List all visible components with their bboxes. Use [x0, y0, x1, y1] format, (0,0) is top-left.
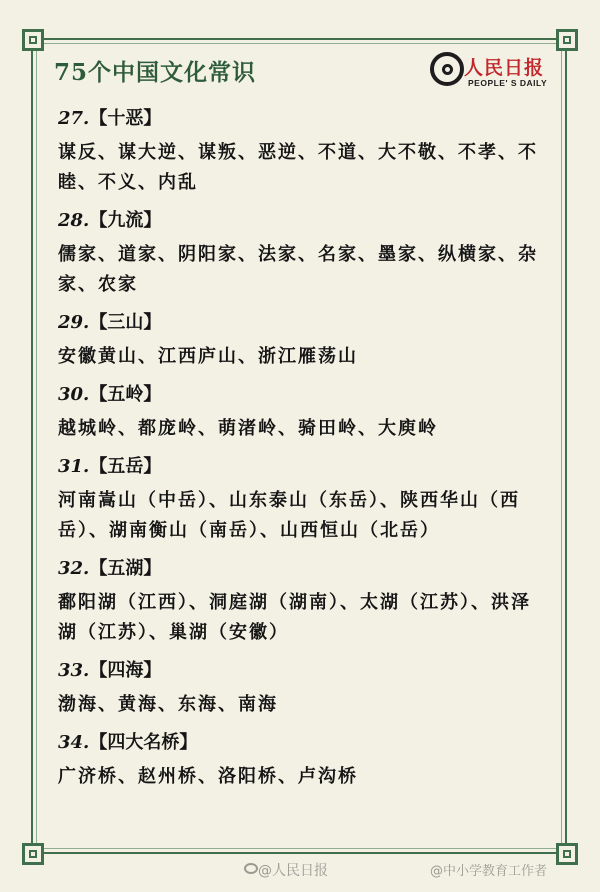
section-title: 【十恶】 — [89, 108, 162, 129]
section-text: 安徽黄山、江西庐山、浙江雁荡山 — [58, 346, 358, 367]
section-title: 【三山】 — [89, 312, 162, 333]
section-heading — [58, 554, 548, 584]
section-heading — [58, 728, 548, 758]
content-list — [58, 100, 548, 800]
section-text: 渤海、黄海、东海、南海 — [58, 694, 278, 715]
corner-ornament-bottom-left — [22, 843, 44, 865]
section-number: 30. — [58, 384, 90, 405]
section-text: 广济桥、赵州桥、洛阳桥、卢沟桥 — [58, 766, 358, 787]
corner-ornament-top-right — [556, 29, 578, 51]
section-title: 【九流】 — [89, 210, 162, 231]
section-title: 【四大名桥】 — [89, 732, 198, 753]
section-number: 27. — [58, 108, 90, 129]
section-text: 谋反、谋大逆、谋叛、恶逆、不道、大不敬、不孝、不睦、不义、内乱 — [58, 142, 538, 193]
section-heading — [58, 380, 548, 410]
section-34 — [58, 728, 548, 792]
section-text: 越城岭、都庞岭、萌渚岭、骑田岭、大庾岭 — [58, 418, 438, 439]
peoples-daily-logo — [430, 50, 560, 96]
section-33 — [58, 656, 548, 720]
watermark-teacher: @中小学教育工作者 — [430, 864, 548, 879]
at-sign-icon — [430, 52, 464, 86]
section-31 — [58, 452, 548, 546]
section-number: 33. — [58, 660, 90, 681]
section-heading — [58, 104, 548, 134]
section-number: 28. — [58, 210, 90, 231]
section-text: 儒家、道家、阴阳家、法家、名家、墨家、纵横家、杂家、农家 — [58, 244, 538, 295]
section-number: 32. — [58, 558, 90, 579]
section-text: 河南嵩山（中岳）、山东泰山（东岳）、陕西华山（西岳）、湖南衡山（南岳）、山西恒山（北岳） — [58, 490, 520, 541]
section-number: 31. — [58, 456, 90, 477]
watermark-peoples-daily: @人民日报 — [258, 863, 328, 879]
section-heading — [58, 452, 548, 482]
corner-ornament-top-left — [22, 29, 44, 51]
section-title: 【五岳】 — [89, 456, 162, 477]
section-28 — [58, 206, 548, 300]
section-heading — [58, 206, 548, 236]
section-29 — [58, 308, 548, 372]
logo-chinese-text: 人民日报 — [464, 57, 545, 79]
section-number: 29. — [58, 312, 90, 333]
section-text: 鄱阳湖（江西）、洞庭湖（湖南）、太湖（江苏）、洪泽湖（江苏）、巢湖（安徽） — [58, 592, 531, 643]
weibo-icon — [244, 863, 258, 874]
section-27 — [58, 104, 548, 198]
page-title: 75个中国文化常识 — [54, 59, 257, 86]
logo-english-text: PEOPLE' S DAILY — [468, 78, 548, 88]
section-30 — [58, 380, 548, 444]
section-number: 34. — [58, 732, 90, 753]
section-heading — [58, 308, 548, 338]
corner-ornament-bottom-right — [556, 843, 578, 865]
section-32 — [58, 554, 548, 648]
section-title: 【五湖】 — [89, 558, 162, 579]
section-title: 【五岭】 — [89, 384, 162, 405]
section-title: 【四海】 — [89, 660, 162, 681]
section-heading — [58, 656, 548, 686]
